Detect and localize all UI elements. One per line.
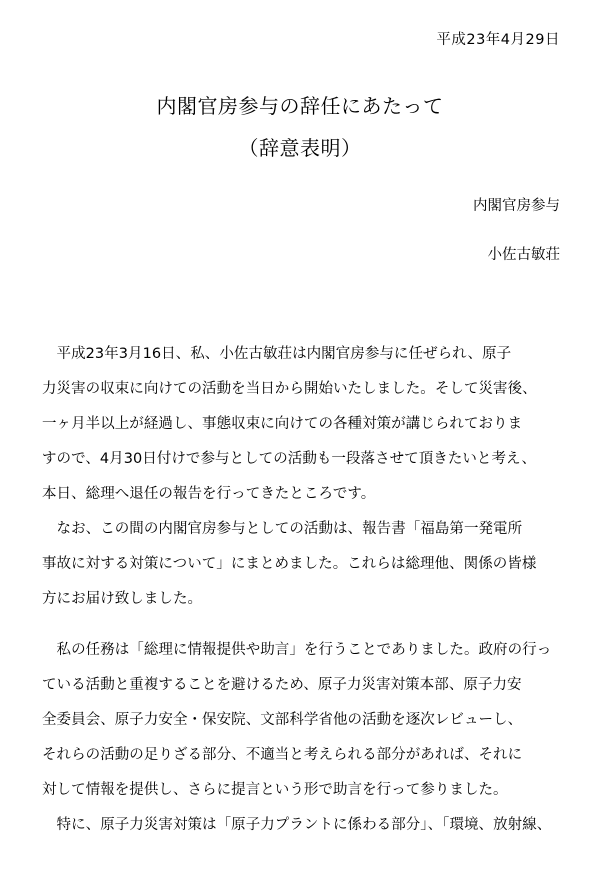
body-line: 力災害の収束に向けての活動を当日から開始いたしました。そして災害後、 — [42, 381, 537, 397]
body-line: なお、この間の内閣官房参与としての活動は、報告書「福島第一発電所 — [42, 521, 523, 537]
signature-position: 内閣官房参与 — [473, 198, 560, 214]
body-line: 私の任務は「総理に情報提供や助言」を行うことでありました。政府の行っ — [42, 642, 552, 658]
document-subtitle: （辞意表明） — [238, 136, 362, 160]
body-line: 対して情報を提供し、さらに提言という形で助言を行って参りました。 — [42, 782, 508, 798]
body-line: ている活動と重複することを避けるため、原子力災害対策本部、原子力安 — [42, 677, 522, 693]
body-line: 平成23年3月16日、私、小佐古敏荘は内閣官房参与に任ぜられ、原子 — [42, 346, 512, 362]
body-line: それらの活動の足りざる部分、不適当と考えられる部分があれば、それに — [42, 747, 523, 763]
document-date: 平成23年4月29日 — [436, 32, 560, 48]
body-line: 一ヶ月半以上が経過し、事態収束に向けての各種対策が講じられておりま — [42, 416, 523, 432]
body-line: 全委員会、原子力安全・保安院、文部科学省他の活動を逐次レビューし、 — [42, 712, 523, 728]
signature-name: 小佐古敏荘 — [487, 247, 560, 263]
body-line: 特に、原子力災害対策は「原子力プラントに係わる部分」、「環境、放射線、 — [42, 817, 552, 833]
body-line: すので、4月30日付けで参与としての活動も一段落させて頂きたいと考え、 — [42, 451, 537, 467]
body-line: 本日、総理へ退任の報告を行ってきたところです。 — [42, 486, 376, 502]
body-line: 事故に対する対策について」にまとめました。これらは総理他、関係の皆様 — [42, 556, 537, 572]
document-title: 内閣官房参与の辞任にあたって — [156, 94, 444, 118]
body-line: 方にお届け致しました。 — [42, 591, 203, 607]
